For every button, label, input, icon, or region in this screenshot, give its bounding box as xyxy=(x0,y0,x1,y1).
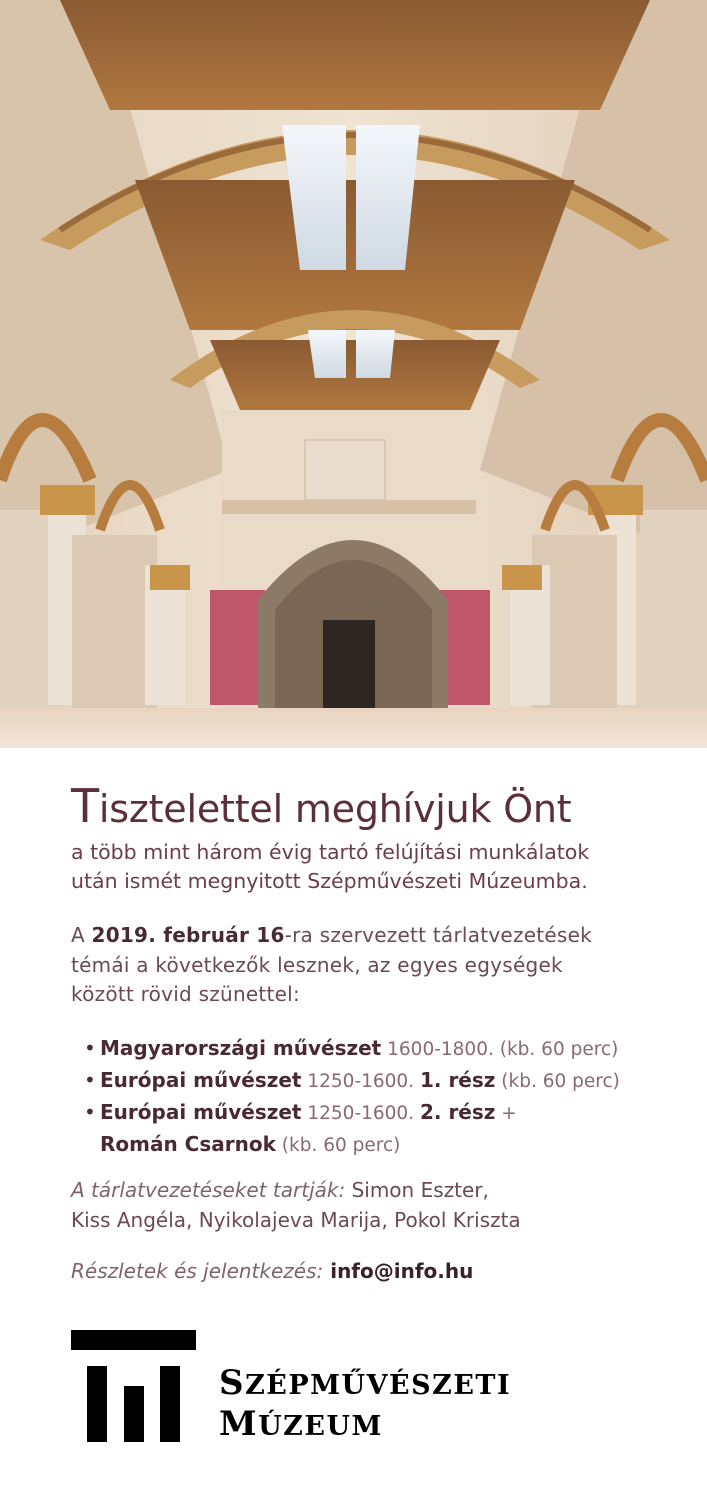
intro-line-2: témái a következők lesznek, az egyes egységek xyxy=(71,952,563,977)
tour-item xyxy=(84,1033,620,1065)
intro-suffix: -ra szervezett tárlatvezetések xyxy=(284,923,592,947)
tour-plus: + xyxy=(495,1103,517,1124)
intro-line-3: között rövid szünettel: xyxy=(71,982,300,1006)
tour-duration: (kb. 60 perc) xyxy=(275,1135,401,1156)
logo-line-2 xyxy=(219,1405,511,1446)
logo-line-1-initial: S xyxy=(219,1363,246,1403)
museum-logo xyxy=(71,1330,551,1450)
contact-line xyxy=(71,1257,473,1286)
logo-line-2-rest: ÚZEUM xyxy=(258,1411,383,1442)
hero-photo xyxy=(0,0,707,748)
logo-line-2-initial: M xyxy=(219,1404,259,1444)
guides-paragraph xyxy=(71,1176,671,1235)
tour-name: Európai művészet xyxy=(100,1068,302,1092)
tour-duration: (kb. 60 perc) xyxy=(493,1039,619,1060)
tour-name: Magyarországi művészet xyxy=(100,1036,382,1060)
tour-item xyxy=(84,1097,620,1161)
title-initial: T xyxy=(71,779,99,833)
tour-duration: (kb. 60 perc) xyxy=(495,1071,620,1092)
tour-name: Európai művészet xyxy=(100,1100,302,1124)
tour-name-2: Román Csarnok xyxy=(100,1132,276,1156)
invitation-title xyxy=(71,779,572,833)
museum-hall-illustration xyxy=(0,0,707,748)
subtitle-line-2: után ismét megnyitott Szépművészeti Múzeumba. xyxy=(71,869,588,893)
logo-mark-middle-column xyxy=(124,1386,144,1442)
intro-prefix: A xyxy=(71,923,92,947)
guides-label: A tárlatvezetéseket tartják: xyxy=(71,1178,346,1202)
contact-label: Részletek és jelentkezés: xyxy=(71,1259,324,1283)
tour-period: 1250-1600. xyxy=(301,1103,420,1124)
title-rest: isztelettel meghívjuk Önt xyxy=(98,787,572,831)
invitation-subtitle xyxy=(71,838,671,896)
schedule-intro xyxy=(71,921,671,1010)
guides-names-1: Simon Eszter, xyxy=(345,1178,489,1202)
logo-mark-top-bar xyxy=(71,1330,196,1350)
bullet-icon: • xyxy=(84,1036,96,1060)
tour-period: 1250-1600. xyxy=(301,1071,420,1092)
tour-list xyxy=(84,1033,620,1161)
bullet-icon: • xyxy=(84,1100,96,1124)
tour-item xyxy=(84,1065,620,1097)
tour-part: 1. rész xyxy=(419,1068,496,1092)
bullet-icon: • xyxy=(84,1068,96,1092)
logo-mark-left-column xyxy=(87,1366,107,1442)
tour-part: 2. rész xyxy=(419,1100,496,1124)
event-date: 2019. február 16 xyxy=(91,923,285,947)
logo-line-1-rest: ZÉPMŰVÉSZETI xyxy=(245,1370,512,1401)
subtitle-line-1: a több mint három évig tartó felújítási munkálatok xyxy=(71,840,590,864)
logo-wordmark xyxy=(219,1364,511,1446)
tour-period: 1600-1800. xyxy=(381,1039,494,1060)
contact-email-link[interactable]: info@info.hu xyxy=(323,1259,474,1283)
guides-names-2: Kiss Angéla, Nyikolajeva Marija, Pokol Kriszta xyxy=(71,1207,521,1232)
logo-line-1 xyxy=(219,1364,511,1405)
logo-mark-right-column xyxy=(160,1366,180,1442)
